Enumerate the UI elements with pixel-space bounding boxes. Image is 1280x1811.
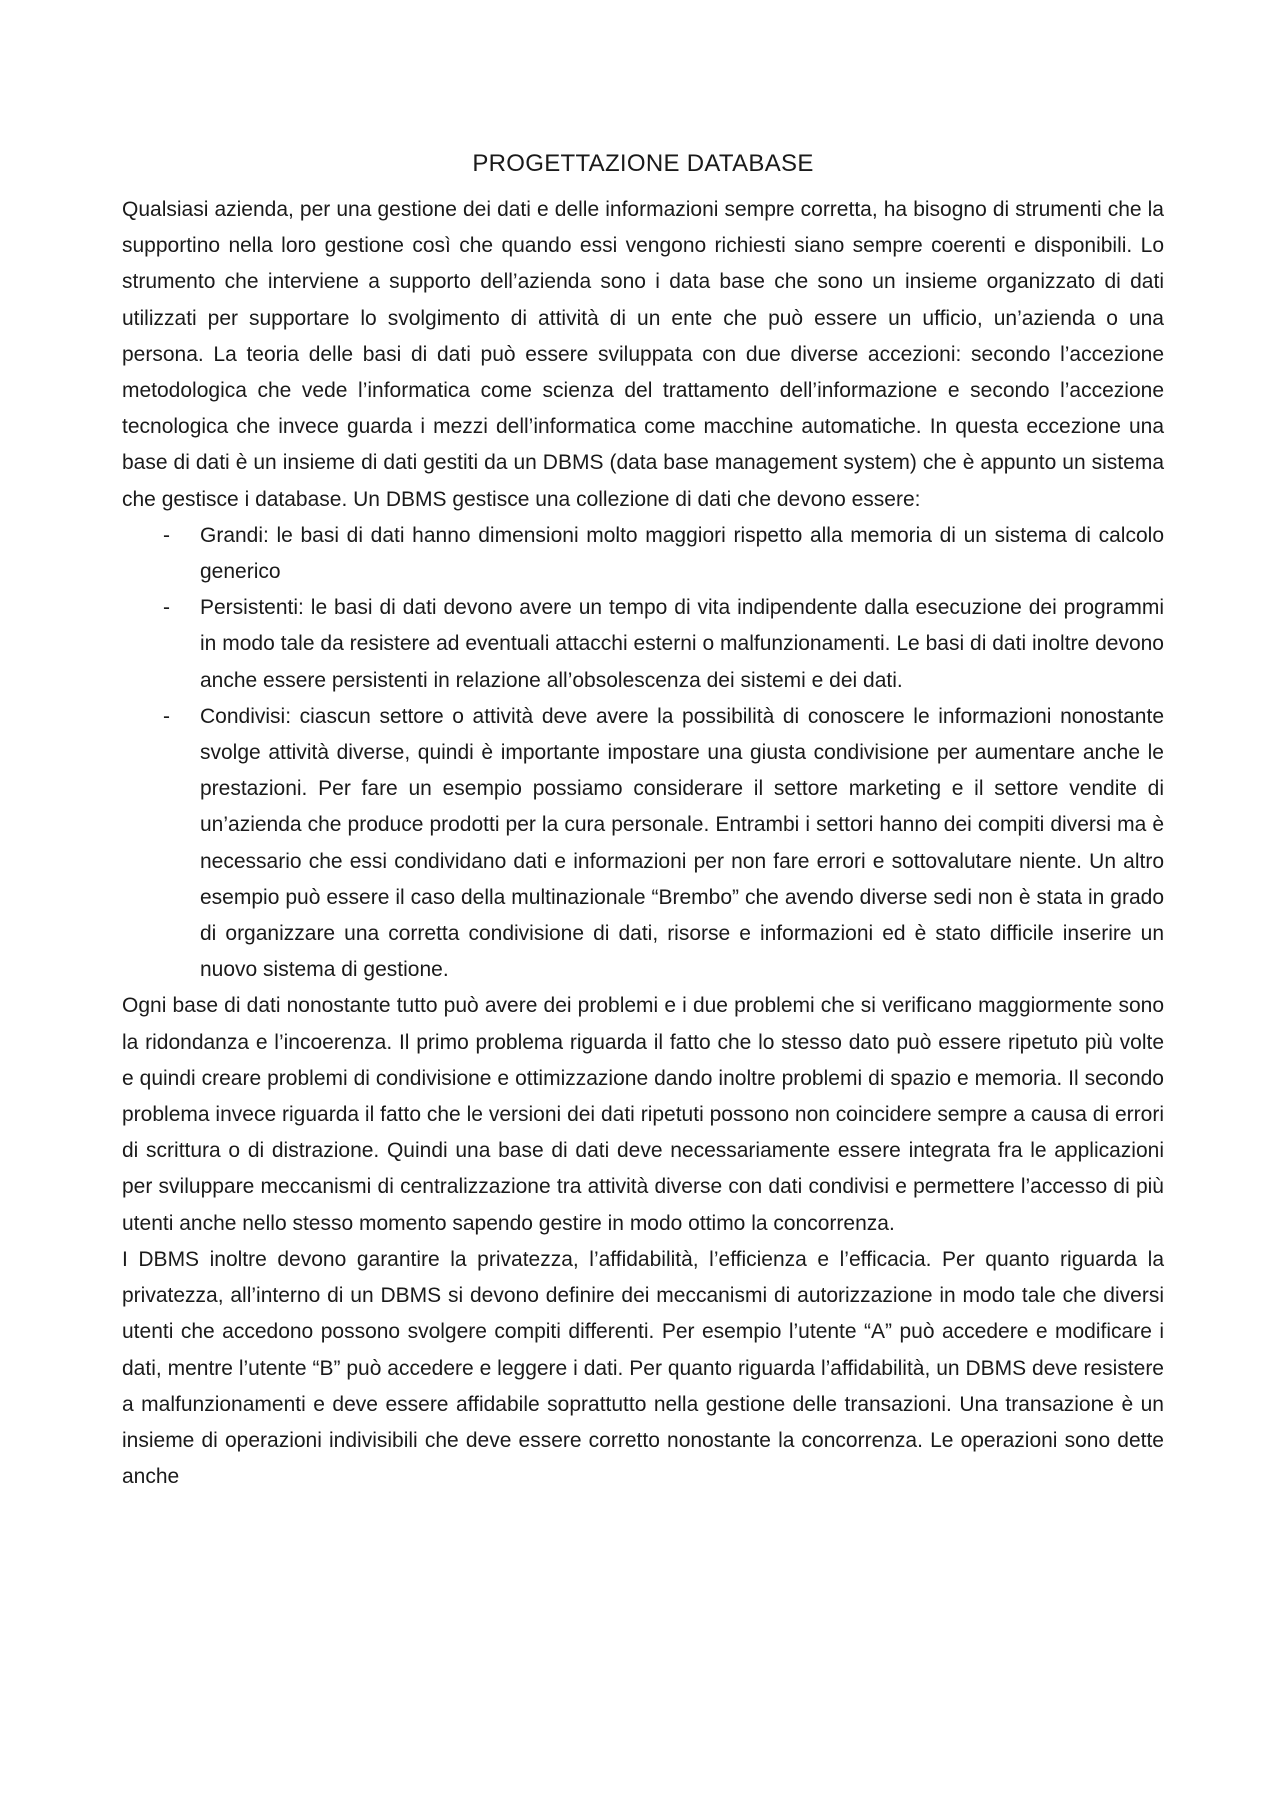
bullet-dash: - (163, 523, 170, 547)
document-page (122, 150, 1164, 1495)
list-item-text: Grandi: le basi di dati hanno dimensioni molto maggiori rispetto alla memoria di un sistema di calcolo generico (200, 523, 1164, 584)
list-item-grandi (163, 518, 1164, 590)
list-item-text: Condivisi: ciascun settore o attività deve avere la possibilità di conoscere le informazioni nonostante svolge attività diverse, quindi è importante impostare una giusta condivisione per aumentare anche le prestazioni. Per fare un esempio possiamo considerare il settore marketing e il settore vendite di un’azienda che produce prodotti per la cura personale. Entrambi i settori hanno dei compiti diversi ma è necessario che essi condividano dati e informazioni per non fare errori e sottovalutare niente. Un altro esempio può essere il caso della multinazionale “Brembo” che avendo diverse sedi non è stata in grado di organizzare una corretta condivisione di dati, risorse e informazioni ed è stato difficile inserire un nuovo sistema di gestione. (200, 704, 1164, 982)
bullet-dash: - (163, 596, 170, 620)
requirements-list (122, 518, 1164, 989)
intro-paragraph: Qualsiasi azienda, per una gestione dei dati e delle informazioni sempre corretta, ha bisogno di strumenti che la supportino nella loro gestione così che quando essi vengono richiesti siano sempre coerenti e disponibili. Lo strumento che interviene a supporto dell’azienda sono i data base che sono un insieme organizzato di dati utilizzati per supportare lo svolgimento di attività di un ente che può essere un ufficio, un’azienda o una persona. La teoria delle basi di dati può essere sviluppata con due diverse accezioni: secondo l’accezione metodologica che vede l’informatica come scienza del trattamento dell’informazione e secondo l’accezione tecnologica che invece guarda i mezzi dell’informatica come macchine automatiche. In questa eccezione una base di dati è un insieme di dati gestiti da un DBMS (data base management system) che è appunto un sistema che gestisce i database. Un DBMS gestisce una collezione di dati che devono essere: (122, 198, 1164, 511)
problems-paragraph: Ogni base di dati nonostante tutto può avere dei problemi e i due problemi che si verificano maggiormente sono la ridondanza e l’incoerenza. Il primo problema riguarda il fatto che lo stesso dato può essere ripetuto più volte e quindi creare problemi di condivisione e ottimizzazione dando inoltre problemi di spazio e memoria. Il secondo problema invece riguarda il fatto che le versioni dei dati ripetuti possono non coincidere sempre a causa di errori di scrittura o di distrazione. Quindi una base di dati deve necessariamente essere integrata fra le applicazioni per sviluppare meccanismi di centralizzazione tra attività diverse con dati condivisi e permettere l’accesso di più utenti anche nello stesso momento sapendo gestire in modo ottimo la concorrenza. (122, 994, 1164, 1235)
list-item-persistenti (163, 590, 1164, 699)
document-title: PROGETTAZIONE DATABASE (472, 150, 814, 177)
dbms-guarantees-paragraph: I DBMS inoltre devono garantire la privatezza, l’affidabilità, l’efficienza e l’efficacia. Per quanto riguarda la privatezza, all’interno di un DBMS si devono definire dei meccanismi di autorizzazione in modo tale che diversi utenti che accedono possono svolgere compiti differenti. Per esempio l’utente “A” può accedere e modificare i dati, mentre l’utente “B” può accedere e leggere i dati. Per quanto riguarda l’affidabilità, un DBMS deve resistere a malfunzionamenti e deve essere affidabile soprattutto nella gestione delle transazioni. Una transazione è un insieme di operazioni indivisibili che deve essere corretto nonostante la concorrenza. Le operazioni sono dette anche (122, 1247, 1164, 1489)
bullet-dash: - (163, 704, 170, 728)
list-item-condivisi (163, 699, 1164, 989)
list-item-text: Persistenti: le basi di dati devono avere un tempo di vita indipendente dalla esecuzione dei programmi in modo tale da resistere ad eventuali attacchi esterni o malfunzionamenti. Le basi di dati inoltre devono anche essere persistenti in relazione all’obsolescenza dei sistemi e dei dati. (200, 596, 1164, 692)
